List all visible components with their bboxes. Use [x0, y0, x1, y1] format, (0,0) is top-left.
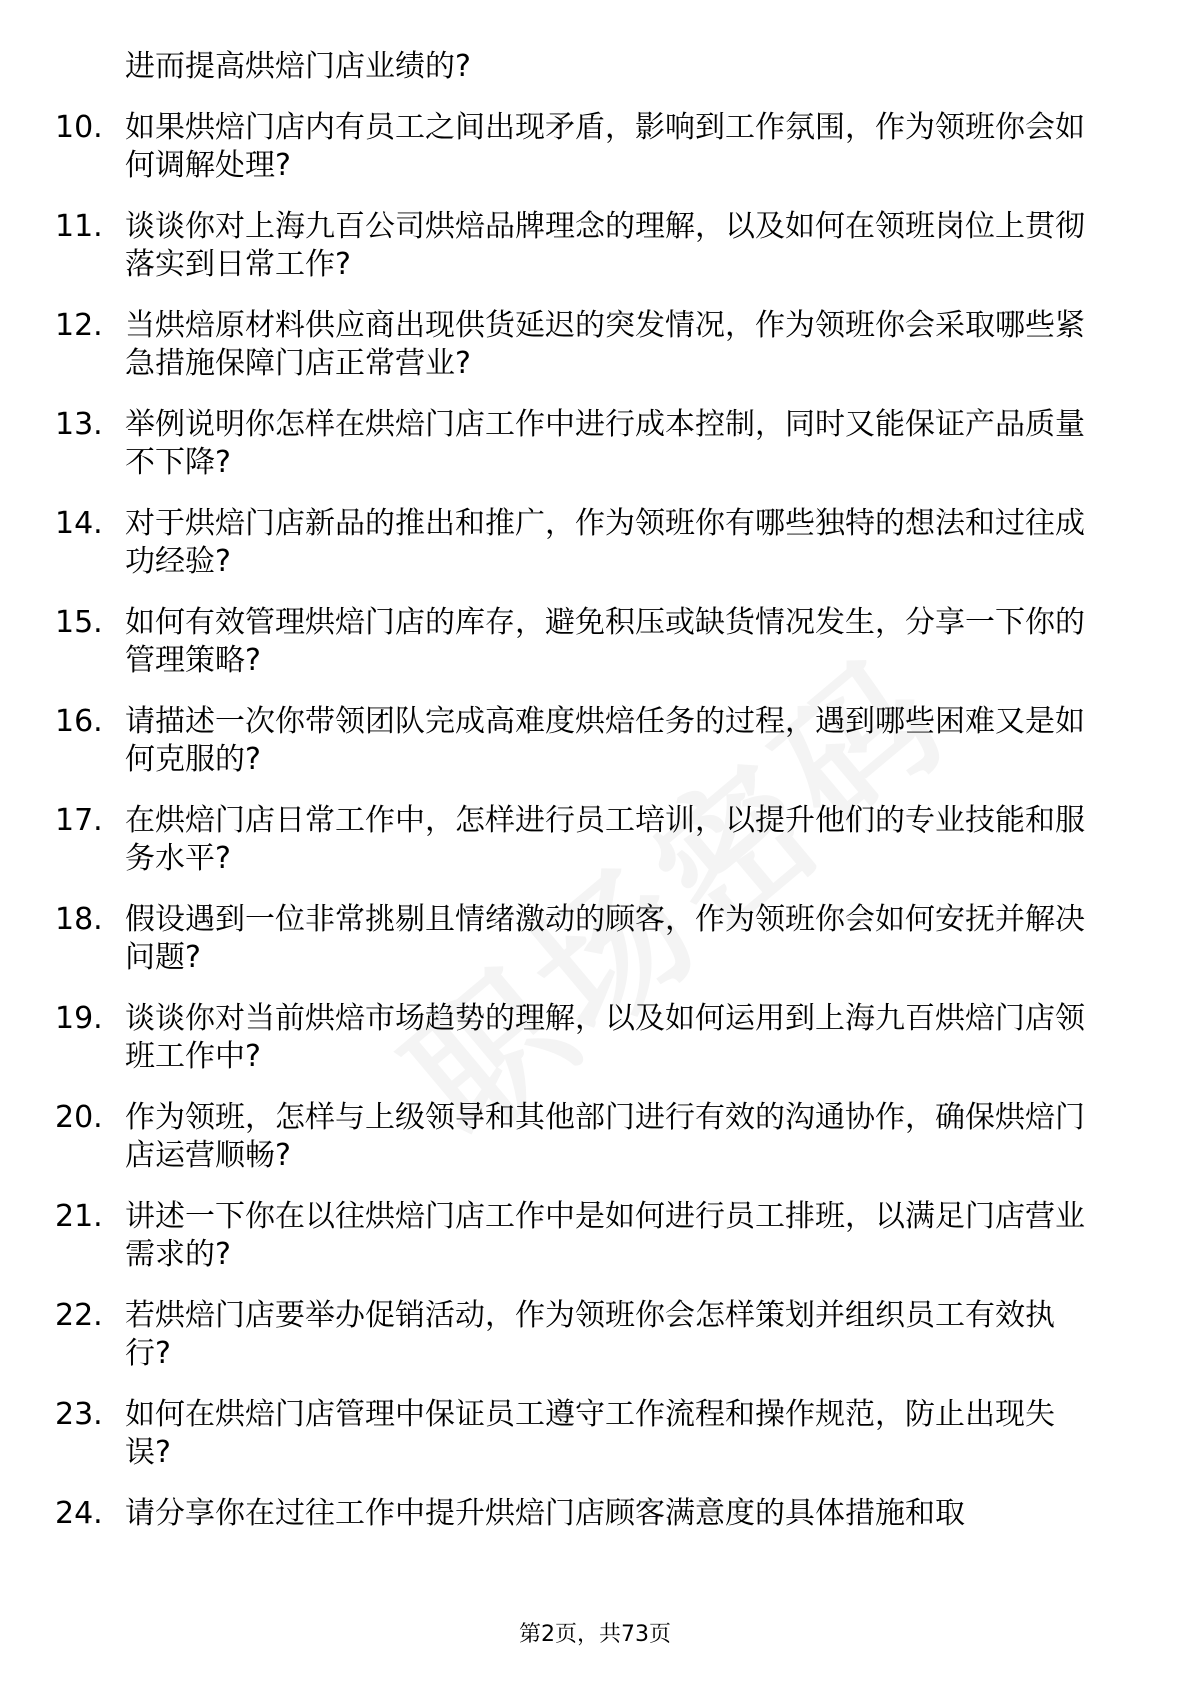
- question-item: [55, 901, 1115, 977]
- question-item: [55, 1297, 1115, 1373]
- question-item: [55, 208, 1115, 284]
- question-number: 19.: [55, 1001, 103, 1036]
- question-number: 18.: [55, 902, 103, 937]
- question-text: 请分享你在过往工作中提升烘焙门店顾客满意度的具体措施和取: [125, 1496, 965, 1531]
- question-item: [55, 1198, 1115, 1274]
- question-list: [55, 48, 1115, 1556]
- question-item: [55, 1396, 1115, 1472]
- question-number: 23.: [55, 1397, 103, 1432]
- question-item: [55, 307, 1115, 383]
- question-text: 举例说明你怎样在烘焙门店工作中进行成本控制，同时又能保证产品质量不下降?: [125, 407, 1085, 480]
- question-text: 谈谈你对上海九百公司烘焙品牌理念的理解，以及如何在领班岗位上贯彻落实到日常工作?: [125, 209, 1085, 282]
- question-item: [55, 109, 1115, 185]
- question-number: 21.: [55, 1199, 103, 1234]
- question-text: 如何在烘焙门店管理中保证员工遵守工作流程和操作规范，防止出现失误?: [125, 1397, 1055, 1470]
- question-number: 16.: [55, 704, 103, 739]
- page-footer: 第2页，共73页: [519, 1622, 671, 1647]
- question-text: 在烘焙门店日常工作中，怎样进行员工培训，以提升他们的专业技能和服务水平?: [125, 803, 1085, 876]
- question-text: 谈谈你对当前烘焙市场趋势的理解，以及如何运用到上海九百烘焙门店领班工作中?: [125, 1001, 1085, 1074]
- question-number: 20.: [55, 1100, 103, 1135]
- continuation-line: 进而提高烘焙门店业绩的?: [125, 49, 471, 84]
- question-text: 讲述一下你在以往烘焙门店工作中是如何进行员工排班，以满足门店营业需求的?: [125, 1199, 1085, 1272]
- question-item: [55, 1495, 1115, 1533]
- question-number: 12.: [55, 308, 103, 343]
- question-number: 11.: [55, 209, 103, 244]
- question-item: [55, 1099, 1115, 1175]
- question-item: [55, 406, 1115, 482]
- question-text: 请描述一次你带领团队完成高难度烘焙任务的过程，遇到哪些困难又是如何克服的?: [125, 704, 1085, 777]
- question-number: 24.: [55, 1496, 103, 1531]
- question-text: 如果烘焙门店内有员工之间出现矛盾，影响到工作氛围，作为领班你会如何调解处理?: [125, 110, 1085, 183]
- question-text: 作为领班，怎样与上级领导和其他部门进行有效的沟通协作，确保烘焙门店运营顺畅?: [125, 1100, 1085, 1173]
- question-text: 当烘焙原材料供应商出现供货延迟的突发情况，作为领班你会采取哪些紧急措施保障门店正常营业?: [125, 308, 1085, 381]
- question-item: [55, 604, 1115, 680]
- question-number: 15.: [55, 605, 103, 640]
- question-number: 13.: [55, 407, 103, 442]
- question-text: 对于烘焙门店新品的推出和推广，作为领班你有哪些独特的想法和过往成功经验?: [125, 506, 1085, 579]
- question-number: 14.: [55, 506, 103, 541]
- question-text: 若烘焙门店要举办促销活动，作为领班你会怎样策划并组织员工有效执行?: [125, 1298, 1055, 1371]
- question-item: [55, 802, 1115, 878]
- question-item: [55, 1000, 1115, 1076]
- question-text: 假设遇到一位非常挑剔且情绪激动的顾客，作为领班你会如何安抚并解决问题?: [125, 902, 1085, 975]
- question-number: 22.: [55, 1298, 103, 1333]
- question-number: 10.: [55, 110, 103, 145]
- question-text: 如何有效管理烘焙门店的库存，避免积压或缺货情况发生，分享一下你的管理策略?: [125, 605, 1085, 678]
- question-item: [55, 505, 1115, 581]
- question-number: 17.: [55, 803, 103, 838]
- question-item: [55, 703, 1115, 779]
